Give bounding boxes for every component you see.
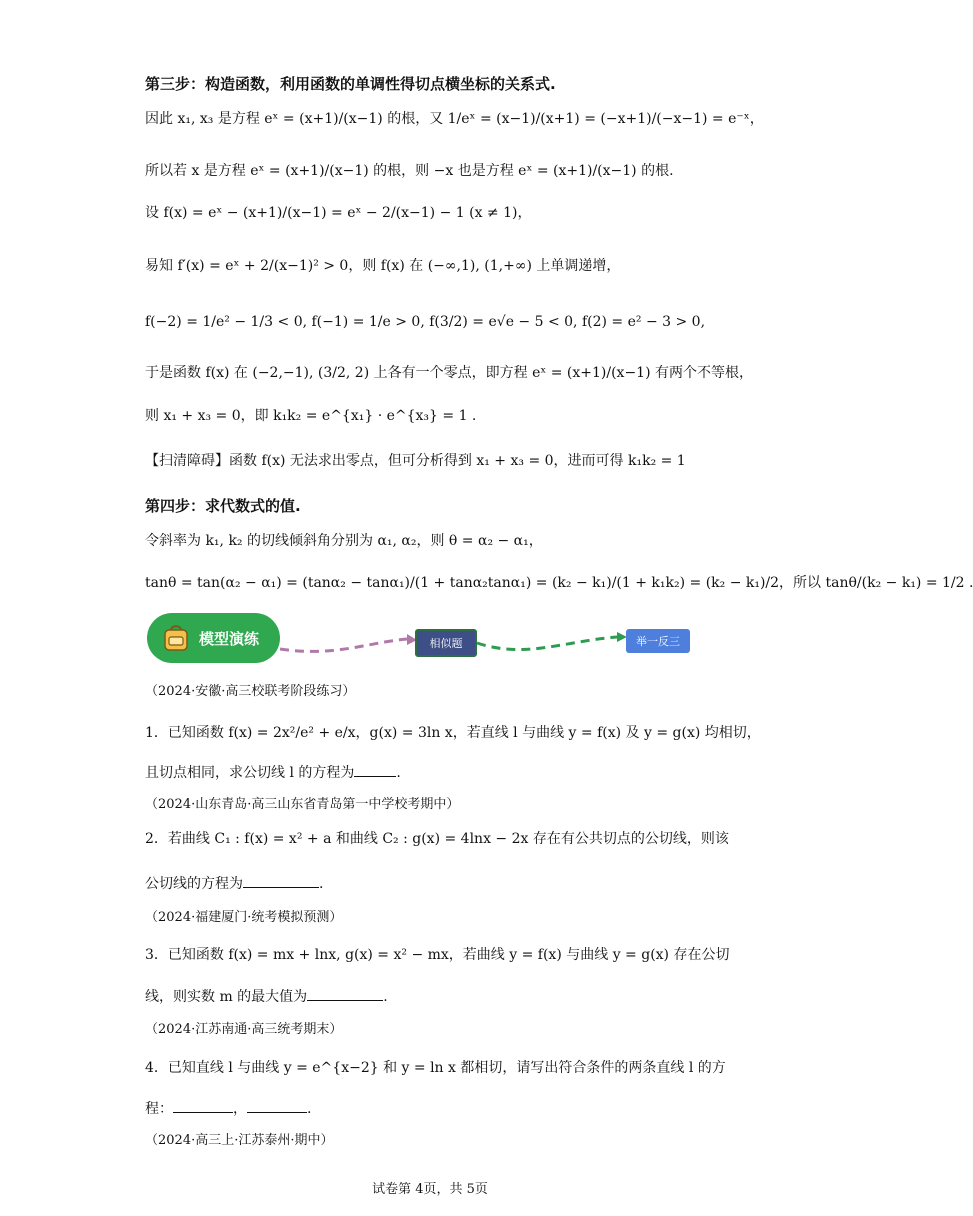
- answer-blank-2[interactable]: [247, 1098, 307, 1113]
- problem-2-line-1: 2．若曲线 C₁ : f(x) = x² + a 和曲线 C₂ : g(x) = 4lnx − 2x 存在有公共切点的公切线，则该: [145, 831, 729, 847]
- schoolbag-icon: [161, 623, 191, 653]
- step3-line-6: 于是函数 f(x) 在 (−2,−1), (3/2, 2) 上各有一个零点，即方程 eˣ = (x+1)/(x−1) 有两个不等根，: [145, 365, 753, 381]
- answer-blank-1[interactable]: [173, 1098, 233, 1113]
- dashed-curve-1: [280, 639, 407, 651]
- problem-4-line-1: 4．已知直线 l 与曲线 y = e^{x−2} 和 y = ln x 都相切，请写出符合条件的两条直线 l 的方: [145, 1060, 726, 1076]
- problem-3-line-2: 线，则实数 m 的最大值为 .: [145, 986, 388, 1008]
- step3-line-4: 易知 f′(x) = eˣ + 2/(x−1)² > 0，则 f(x) 在 (−∞,1), (1,+∞) 上单调递增，: [145, 258, 621, 274]
- step4-line-1: 令斜率为 k₁, k₂ 的切线倾斜角分别为 α₁, α₂，则 θ = α₂ − α₁，: [145, 533, 543, 549]
- problem-3-text: 线，则实数 m 的最大值为: [145, 989, 308, 1005]
- problem-3-line-1: 3．已知函数 f(x) = mx + lnx, g(x) = x² − mx，若曲线 y = f(x) 与曲线 y = g(x) 存在公切: [145, 947, 730, 963]
- answer-blank[interactable]: [307, 986, 383, 1001]
- step3-heading: 第三步：构造函数，利用函数的单调性得切点横坐标的关系式.: [145, 75, 556, 93]
- similar-problems-tag: 相似题: [415, 629, 477, 657]
- dashed-curve-2: [477, 637, 617, 650]
- infer-tag: 举一反三: [626, 629, 690, 653]
- problem-1-line-2: 且切点相同，求公切线 l 的方程为 .: [145, 762, 401, 784]
- problem-4-source: （2024·江苏南通·高三统考期末）: [145, 1022, 343, 1037]
- model-practice-banner: [145, 613, 705, 665]
- problem-4-text: 程：: [145, 1101, 173, 1117]
- problem-1-line-1: 1．已知函数 f(x) = 2x²/e² + e/x，g(x) = 3ln x，若直线 l 与曲线 y = f(x) 及 y = g(x) 均相切，: [145, 725, 761, 741]
- step3-line-7: 则 x₁ + x₃ = 0，即 k₁k₂ = e^{x₁} · e^{x₃} = 1 .: [145, 408, 477, 424]
- answer-blank[interactable]: [243, 873, 319, 888]
- answer-blank[interactable]: [354, 762, 396, 777]
- problem-1-source: （2024·安徽·高三校联考阶段练习）: [145, 684, 356, 699]
- problem-2-line-2: 公切线的方程为 .: [145, 873, 323, 895]
- model-practice-pill: [147, 613, 280, 663]
- problem-5-source: （2024·高三上·江苏泰州·期中）: [145, 1133, 334, 1148]
- step3-line-5: f(−2) = 1/e² − 1/3 < 0, f(−1) = 1/e > 0, f(3/2) = e√e − 5 < 0, f(2) = e² − 3 > 0,: [145, 314, 706, 330]
- step4-heading: 第四步：求代数式的值.: [145, 497, 301, 515]
- page-footer: 试卷第 4页，共 5页: [372, 1182, 488, 1197]
- step3-note: 【扫清障碍】函数 f(x) 无法求出零点，但可分析得到 x₁ + x₃ = 0，进而可得 k₁k₂ = 1: [145, 453, 686, 469]
- step3-line-1: 因此 x₁, x₃ 是方程 eˣ = (x+1)/(x−1) 的根，又 1/eˣ = (x−1)/(x+1) = (−x+1)/(−x−1) = e⁻ˣ，: [145, 111, 764, 127]
- problem-1-text: 且切点相同，求公切线 l 的方程为: [145, 765, 355, 781]
- model-practice-label: 模型演练: [199, 629, 260, 648]
- step3-line-3: 设 f(x) = eˣ − (x+1)/(x−1) = eˣ − 2/(x−1) − 1 (x ≠ 1)，: [145, 205, 532, 221]
- problem-3-source: （2024·福建厦门·统考模拟预测）: [145, 910, 343, 925]
- problem-4-line-2: 程： ， .: [145, 1098, 311, 1120]
- problem-2-source: （2024·山东青岛·高三山东省青岛第一中学校考期中）: [145, 797, 460, 812]
- step3-line-2: 所以若 x 是方程 eˣ = (x+1)/(x−1) 的根，则 −x 也是方程 eˣ = (x+1)/(x−1) 的根.: [145, 163, 674, 179]
- problem-2-text: 公切线的方程为: [145, 876, 243, 892]
- step4-line-2: tanθ = tan(α₂ − α₁) = (tanα₂ − tanα₁)/(1 + tanα₂tanα₁) = (k₂ − k₁)/(1 + k₁k₂) = (k₂ − k₁)/2，所以 tanθ/(k₂ − k₁) = 1/2 .: [145, 575, 973, 591]
